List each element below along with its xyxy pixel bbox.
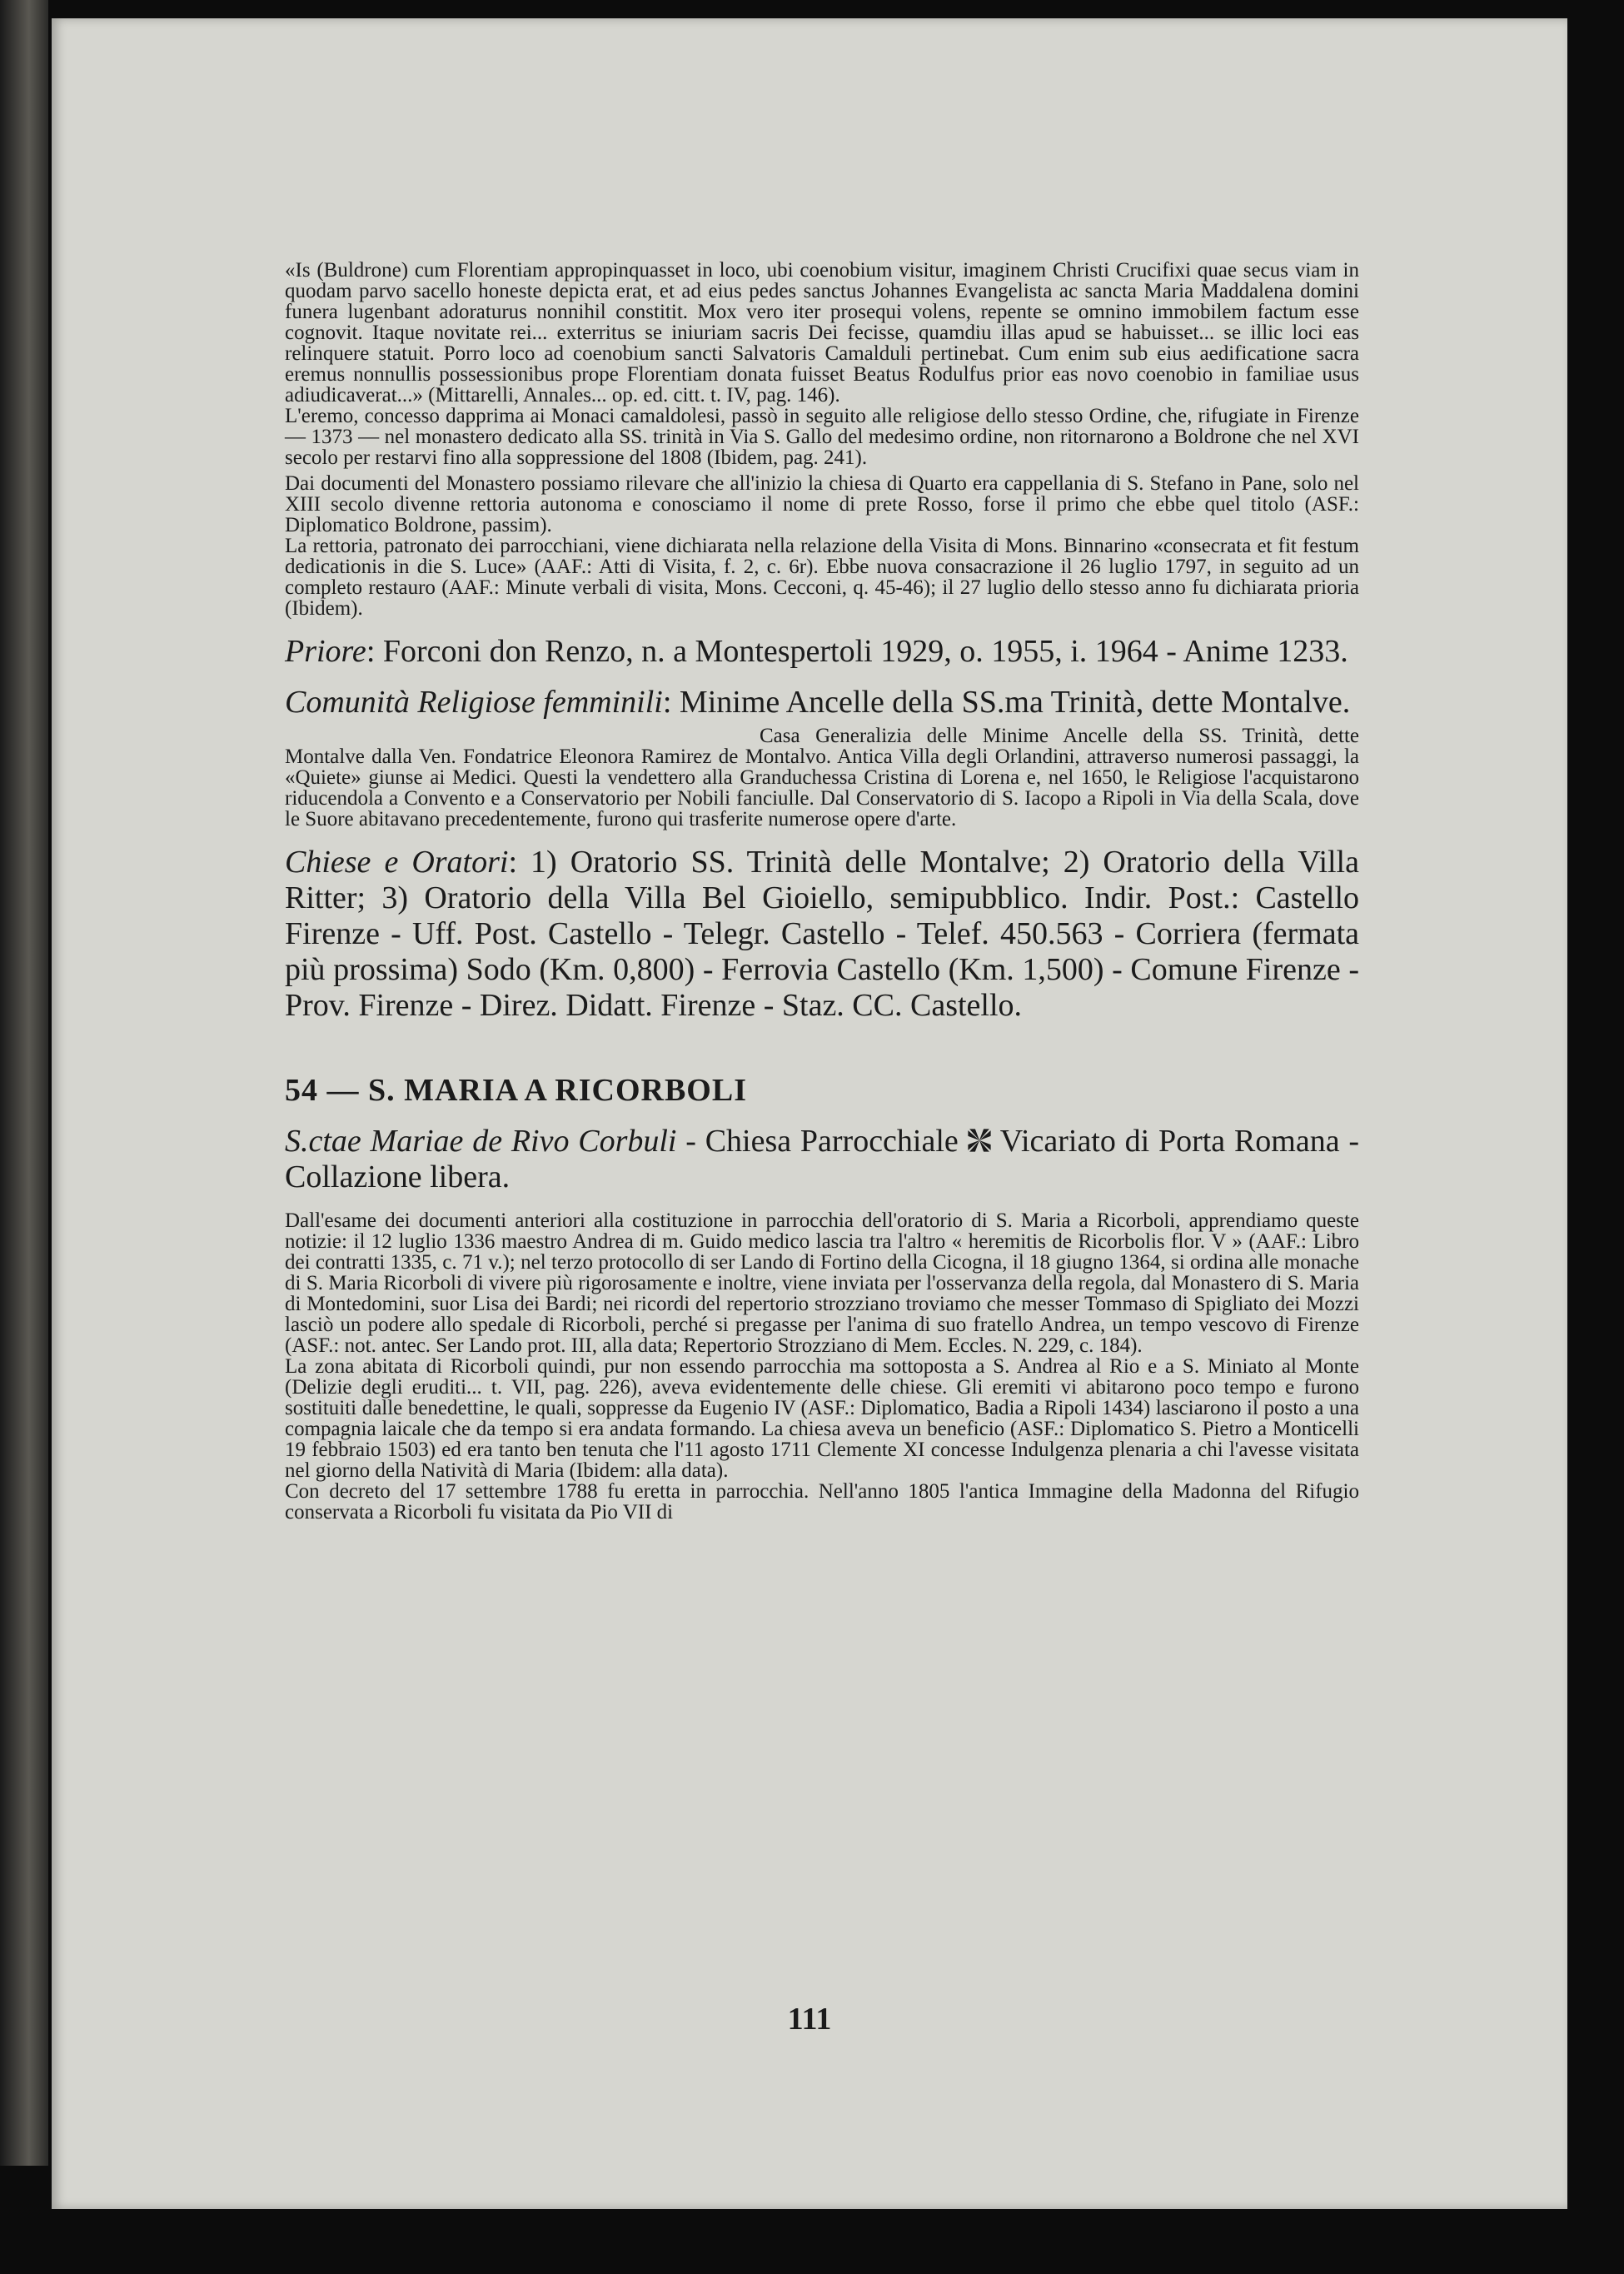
paragraph-esame: Dall'esame dei documenti anteriori alla costituzione in parrocchia dell'oratorio di S. Maria a Ricorboli, apprendiamo queste notizie: il 12 luglio 1336 maestro Andrea di m. Guido medico lascia tra l'altro « heremitis de Ricorbolis flor. V » (AAF.: Libro dei contratti 1335, c. 71 v.); nel terzo protocollo di ser Lando di Fortino della Cicogna, il 18 giugno 1364, si ordina alle monache di S. Maria Ricorboli di vivere più rigorosamente e inoltre, viene inviata per l'osservanza della regola, dal Monastero di S. Maria di Montedomini, suor Lisa dei Bardi; nei ricordi del repertorio strozziano troviamo che messer Tommaso di Spigliato dei Mozzi lasciò un podere allo spedale di Ricorboli, perché si pregasse per l'anima di suo fratello Andrea, un tempo vescovo di Firenze (ASF.: not. antec. Ser Lando prot. III, alla data; Repertorio Strozziano di Mem. Eccles. N. 229, c. 184).	[285, 1209, 1359, 1357]
latin-quotation: «Is (Buldrone) cum Florentiam appropinquasset in loco, ubi coenobium visitur, imaginem Christi Crucifixi quae secus viam in quodam parvo sacello honeste depicta erat, et ad eius pedes sanctus Johannes Evangelista ac sancta Maria Maddalena domini funera lugenbant adoraturus nonnihil constitit. Mox vero iter prosequi volens, repente se omnino immobilem factum esse cognovit. Itaque novitate rei... exterritus se iniuriam sacris Dei fecisse, quamdiu illas apud se habuisset... se illic loci eas relinquere statuit. Porro loco ad coenobium sancti Salvatoris Camalduli pertinebat. Cum enim sub eius aedificatione sacra eremus nonnullis possessionibus prope Florentiam donata fuisset Beatus Rodulfus prior eas novo coenobio in familiae usus adiudicaverat...» (Mittarelli, Annales... op. ed. citt. t. IV, pag. 146).	[285, 259, 1359, 406]
page-content	[285, 260, 1359, 1523]
facing-page-edge	[0, 0, 48, 2166]
paragraph-decreto: Con decreto del 17 settembre 1788 fu eretta in parrocchia. Nell'anno 1805 l'antica Immagine della Madonna del Rifugio conservata a Ricorboli fu visitata da Pio VII di	[285, 1480, 1359, 1523]
chiese-text: 1) Oratorio SS. Trinità delle Montalve; 2) Oratorio della Villa Ritter; 3) Oratorio della Villa Bel Gioiello, semipubblico. Indir. Post.: Castello Firenze - Uff. Post. Castello - Telegr. Castello - Telef. 450.563 - Corriera (fermata più prossima) Sodo (Km. 0,800) - Ferrovia Castello (Km. 1,500) - Comune Firenze - Prov. Firenze - Direz. Didatt. Firenze - Staz. CC. Castello.	[285, 845, 1359, 1023]
comunita-entry: Comunità Religiose femminili: Minime Ancelle della SS.ma Trinità, dette Montalve.	[285, 685, 1351, 720]
sctae-label: S.ctae Mariae de Rivo Corbuli	[285, 1124, 677, 1159]
priore-label: Priore	[285, 634, 366, 669]
maltese-cross-icon	[965, 1126, 994, 1154]
section-heading: 54 — S. MARIA A RICORBOLI	[285, 1073, 747, 1108]
sctae-entry	[285, 1124, 1359, 1195]
paragraph-zona: La zona abitata di Ricorboli quindi, pur non essendo parrocchia ma sottoposta a S. Andrea al Rio e a S. Miniato al Monte (Delizie degli eruditi... t. VII, pag. 226), aveva evidentemente delle chiese. Gli eremiti vi abitarono poco tempo e furono sostituiti dalle benedettine, le quali, soppresse da Eugenio IV (ASF.: Diplomatico, Badia a Ripoli 1434) lasciarono il posto a una compagnia laicale che da tempo si era andata formando. La chiesa aveva un beneficio (ASF.: Diplomatico S. Pietro a Monticelli 19 febbraio 1503) ed era tanto ben tenuta che l'11 agosto 1711 Clemente XI concesse Indulgenza plenaria a chi l'avesse visitata nel giorno della Natività di Maria (Ibidem: alla data).	[285, 1355, 1359, 1482]
comunita-text: Minime Ancelle della SS.ma Trinità, dette Montalve.	[679, 685, 1351, 720]
chiese-entry: Chiese e Oratori: 1) Oratorio SS. Trinità delle Montalve; 2) Oratorio della Villa Ritter; 3) Oratorio della Villa Bel Gioiello, semipubblico. Indir. Post.: Castello Firenze - Uff. Post. Castello - Telegr. Castello - Telef. 450.563 - Corriera (fermata più prossima) Sodo (Km. 0,800) - Ferrovia Castello (Km. 1,500) - Comune Firenze - Prov. Firenze - Direz. Didatt. Firenze - Staz. CC. Castello.	[285, 845, 1359, 1023]
casa-generalizia-note: Casa Generalizia delle Minime Ancelle della SS. Trinità, dette Montalve dalla Ven. Fondatrice Eleonora Ramirez de Montalvo. Antica Villa degli Orlandini, attraverso numerosi passaggi, la «Quiete» giunse ai Medici. Questi la vendettero alla Granduchessa Cristina di Lorena e, nel 1650, le Religiose l'acquistarono riducendola a Convento e a Conservatorio per Nobili fanciulle. Dal Conservatorio di S. Iacopo a Ripoli in Via della Scala, dove le Suore abitavano precedentemente, furono qui trasferite numerose opere d'arte.	[285, 725, 1359, 830]
sctae-end: Vicariato di Porta Romana - Collazione libera.	[285, 1124, 1360, 1194]
paragraph-documenti: Dai documenti del Monastero possiamo rilevare che all'inizio la chiesa di Quarto era cappellania di S. Stefano in Pane, solo nel XIII secolo divenne rettoria autonoma e conosciamo il nome di prete Rosso, forse il primo che ebbe quel titolo (ASF.: Diplomatico Boldrone, passim).	[285, 472, 1359, 536]
paragraph-eremo: L'eremo, concesso dapprima ai Monaci camaldolesi, passò in seguito alle religiose dello stesso Ordine, che, rifugiate in Firenze — 1373 — nel monastero dedicato alla SS. trinità in Via S. Gallo del medesimo ordine, non ritornarono a Boldrone che nel XVI secolo per restarvi fino alla soppressione del 1808 (Ibidem, pag. 241).	[285, 405, 1359, 469]
page-number: 111	[787, 2002, 832, 2037]
priore-entry: Priore: Forconi don Renzo, n. a Montespertoli 1929, o. 1955, i. 1964 - Anime 1233.	[285, 634, 1348, 669]
sctae-mid: - Chiesa Parrocchiale	[685, 1124, 959, 1159]
paragraph-rettoria: La rettoria, patronato dei parrocchiani, viene dichiarata nella relazione della Visita di Mons. Binnarino «consecrata et fit festum dedicationis in die S. Luce» (AAF.: Atti di Visita, f. 2, c. 6r). Ebbe nuova consacrazione il 26 luglio 1797, in seguito ad un completo restauro (AAF.: Minute verbali di visita, Mons. Cecconi, q. 45-46); il 27 luglio dello stesso anno fu dichiarata prioria (Ibidem).	[285, 535, 1359, 620]
comunita-label: Comunità Religiose femminili	[285, 685, 663, 720]
priore-text: Forconi don Renzo, n. a Montespertoli 1929, o. 1955, i. 1964 - Anime 1233.	[382, 634, 1348, 669]
chiese-label: Chiese e Oratori	[285, 845, 509, 880]
book-page	[52, 18, 1567, 2209]
